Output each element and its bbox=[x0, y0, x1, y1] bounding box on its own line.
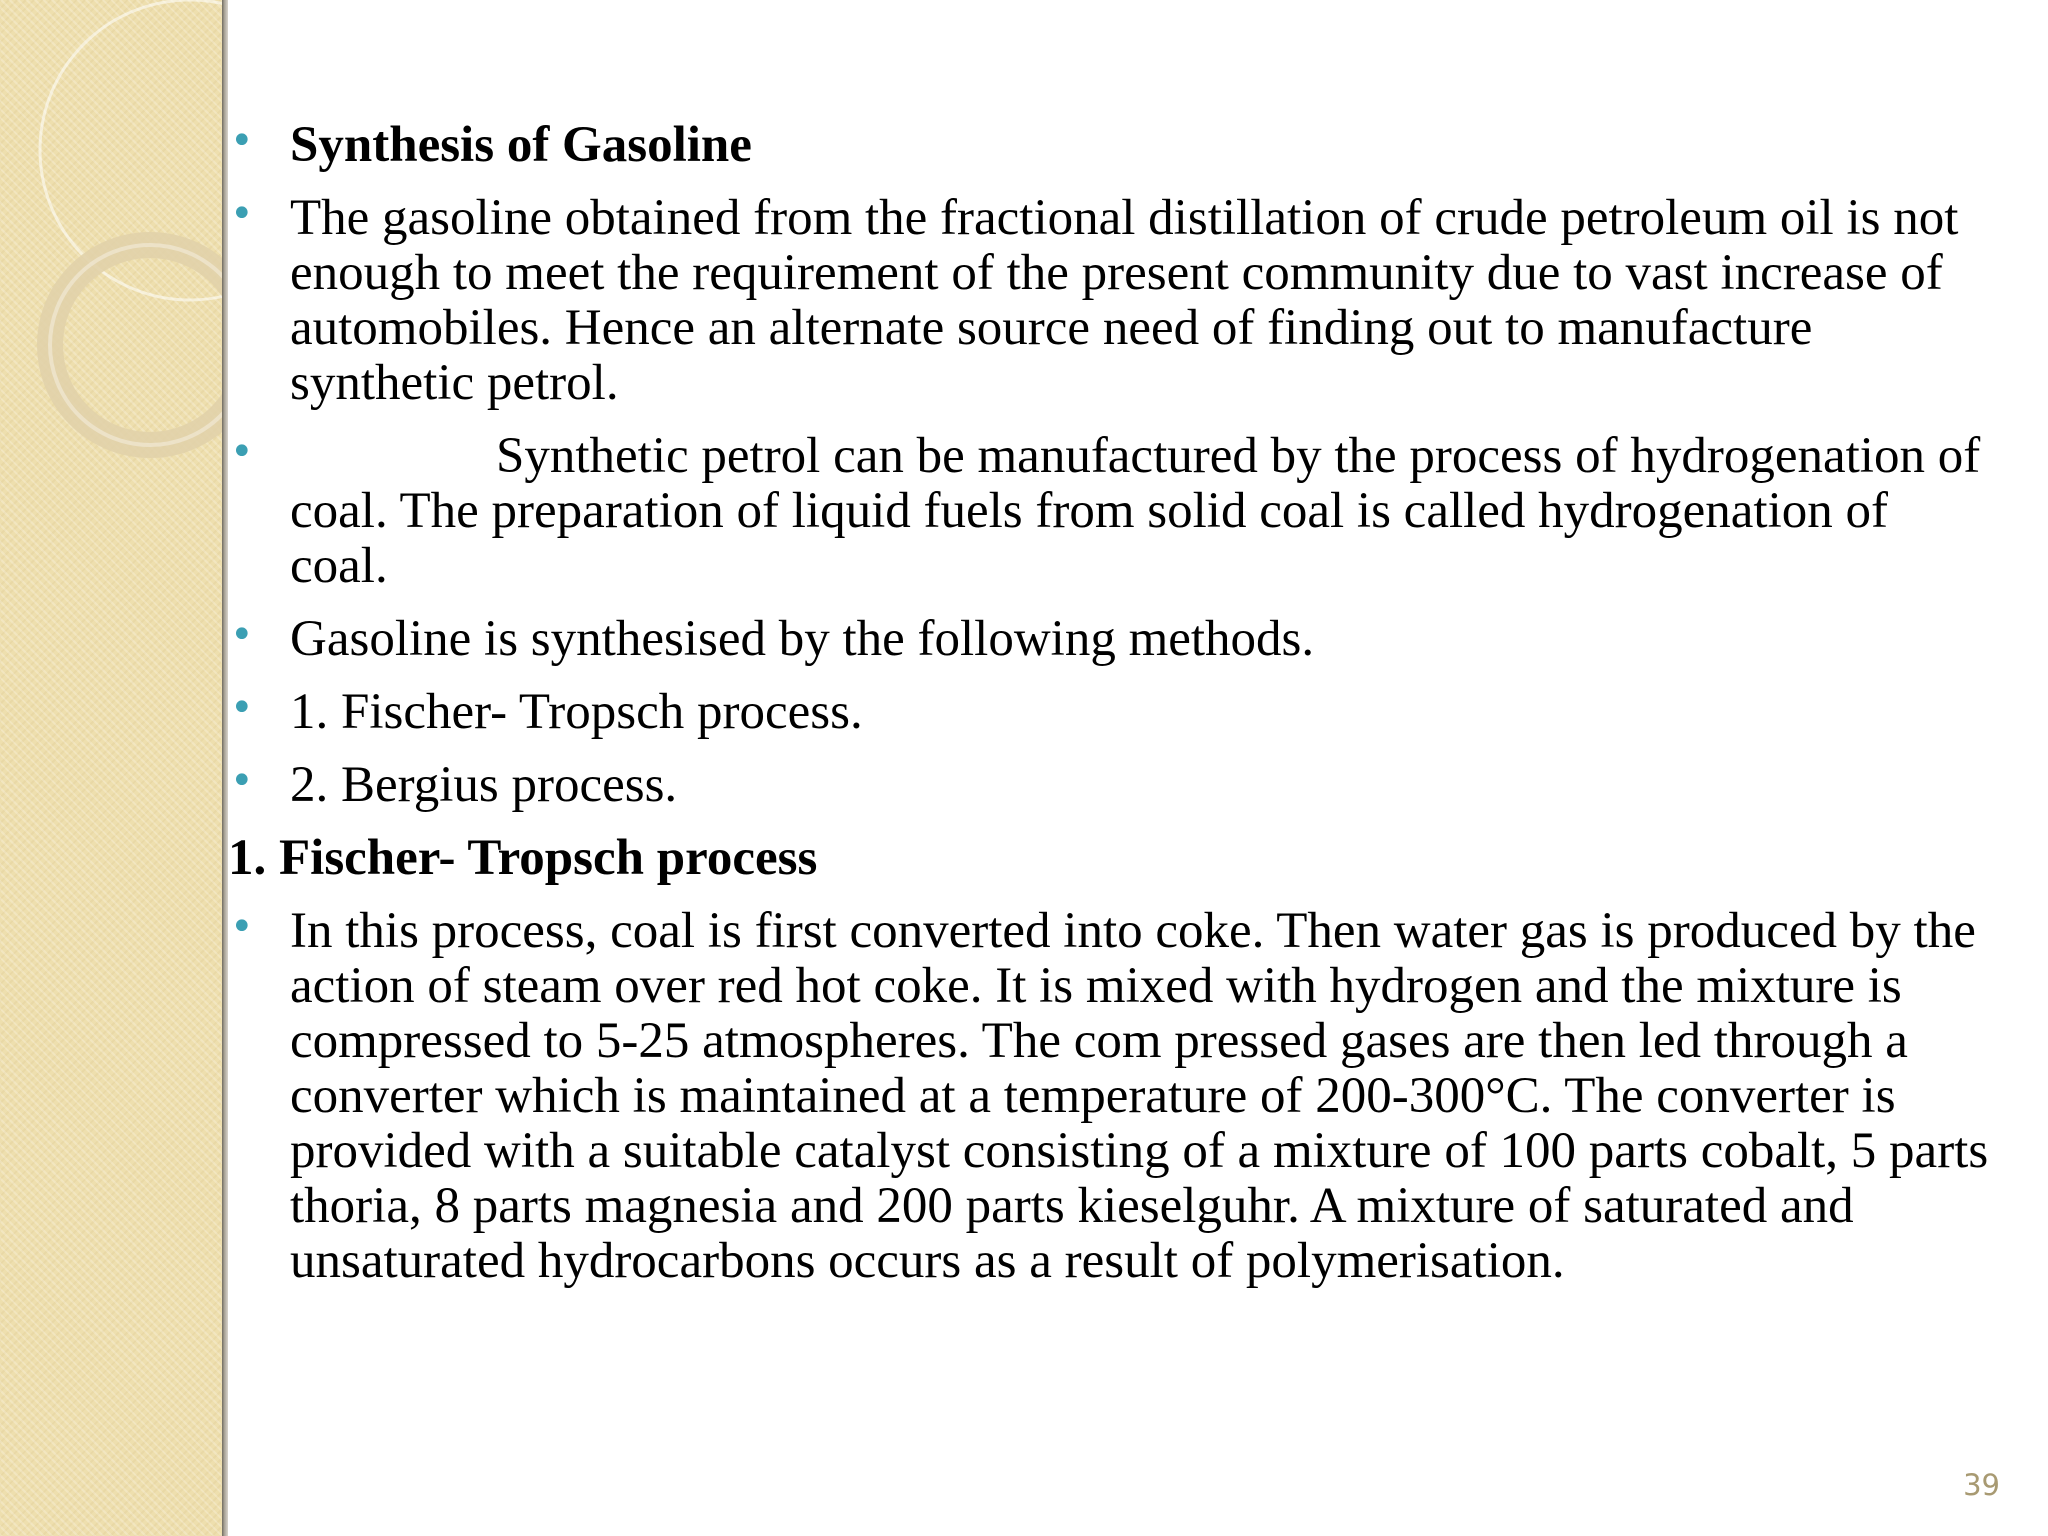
bullet-item bbox=[228, 758, 1998, 813]
bullet-paragraph bbox=[228, 429, 1998, 594]
page-number: 39 bbox=[1963, 1468, 2000, 1502]
section-heading: 1. Fischer- Tropsch process bbox=[228, 830, 818, 886]
bullet-text: In this process, coal is first converted into coke. Then water gas is produced by the action of steam over red hot coke. It is mixed with hydrogen and the mixture is compressed to 5-25 atmospheres. The com pressed gases are then led through a converter which is maintained at a temperature of 200-300°C. The converter is provided with a suitable catalyst consisting of a mixture of 100 parts cobalt, 5 parts thoria, 8 parts magnesia and 200 parts kieselguhr. A mixture of saturated and unsaturated hydrocarbons occurs as a result of polymerisation. bbox=[290, 903, 1989, 1289]
bullet-text: Gasoline is synthesised by the following methods. bbox=[290, 611, 1315, 667]
bullet-text: The gasoline obtained from the fractional distillation of crude petroleum oil is not enough to meet the requirement of the present community due to vast increase of automobiles. Hence an alternate source need of finding out to manufacture synthetic petrol. bbox=[290, 190, 1959, 411]
ring-ornament-icon bbox=[0, 0, 228, 520]
bullet-text: Synthetic petrol can be manufactured by the process of hydrogenation of coal. The preparation of liquid fuels from solid coal is called hydrogenation of coal. bbox=[290, 428, 1981, 594]
bullet-dot-icon: • bbox=[230, 191, 254, 237]
bullet-dot-icon: • bbox=[230, 118, 254, 164]
bullet-text: 2. Bergius process. bbox=[290, 757, 678, 813]
bullet-text: 1. Fischer- Tropsch process. bbox=[290, 684, 863, 740]
bullet-dot-icon: • bbox=[230, 429, 254, 475]
bullet-text: Synthesis of Gasoline bbox=[290, 117, 752, 173]
slide-content bbox=[228, 118, 1998, 1307]
bullet-dot-icon: • bbox=[230, 685, 254, 731]
bullet-paragraph bbox=[228, 191, 1998, 411]
bullet-dot-icon: • bbox=[230, 904, 254, 950]
bullet-item bbox=[228, 612, 1998, 667]
bullet-dot-icon: • bbox=[230, 758, 254, 804]
bullet-dot-icon: • bbox=[230, 612, 254, 658]
bullet-title bbox=[228, 118, 1998, 173]
bullet-item bbox=[228, 685, 1998, 740]
bullet-paragraph bbox=[228, 904, 1998, 1289]
